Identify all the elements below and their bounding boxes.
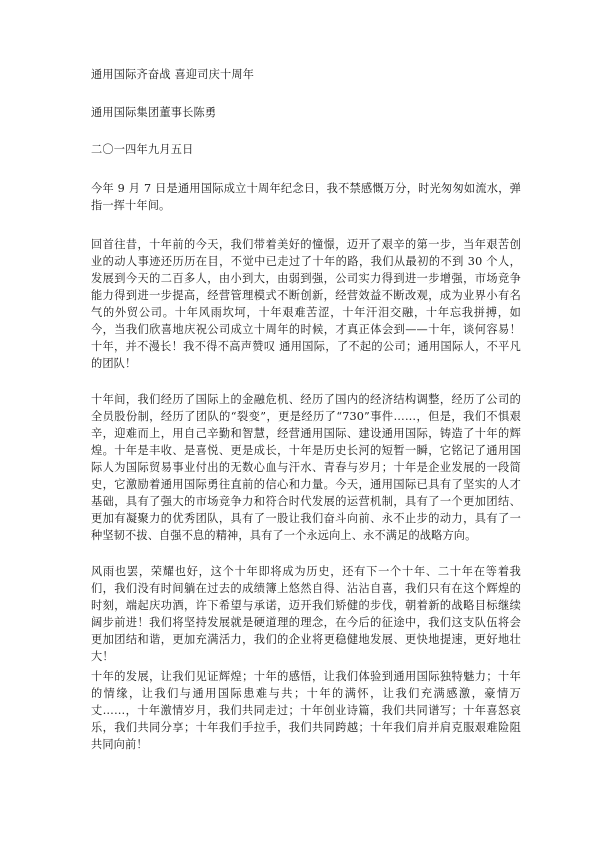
paragraph-4: 风雨也罢，荣耀也好，这个十年即将成为历史，还有下一个十年、二十年在等着我们，我们没有时间躺在过去的成绩簿上悠然自得、沾沾自喜，我们只有在这个辉煌的时刻，端起庆功酒，许下希望与承诺，迈开我们矫健的步伐，朝着新的战略目标继续阔步前进！我们将坚持发展就是硬道理的理念，在今后的征途中，我们这支队伍将会更加团结和谐，更加充满活力，我们的企业将更稳健地发展、更快地提速，更好地壮大！ [91,565,521,663]
paragraph-1: 今年 9 月 7 日是通用国际成立十周年纪念日，我不禁感慨万分，时光匆匆如流水，弹指一挥十年间。 [91,182,521,212]
paragraph-3: 十年间，我们经历了国际上的金融危机、经历了国内的经济结构调整，经历了公司的全员股份制，经历了团队的“裂变”，更是经历了“730”事件……，但是，我们不惧艰辛，迎难而上，用自己辛勤和智慧，经营通用国际、建设通用国际，铸造了十年的辉煌。十年是丰收、是喜悦、更是成长，十年是历史长河的短暂一瞬，它铭记了通用国际人为国际贸易事业付出的无数心血与汗水、青春与岁月；十年是企业发展的一段简史，它激励着通用国际勇往直前的信心和力量。今天，通用国际已具有了坚实的人才基础，具有了强大的市场竞争力和符合时代发展的运营机制，具有了一个更加团结、更加有凝聚力的优秀团队，具有了一股让我们奋斗向前、永不止步的动力，具有了一种坚韧不拔、自强不息的精神，具有了一个永远向上、永不满足的战略方向。 [91,393,521,542]
document-date: 二〇一四年九月五日 [91,143,194,156]
paragraph-2: 回首往昔，十年前的今天，我们带着美好的憧憬，迈开了艰辛的第一步，当年艰苦创业的动人事迹还历历在目，不觉中已走过了十年的路，我们从最初的不到 30 个人，发展到今天的二百多人，由小到大，由弱到强，公司实力得到进一步增强，市场竞争能力得到进一步提高，经营管理模式不断创新，经营效益不断改观，成为业界小有名气的外贸公司。十年风雨坎坷，十年艰难苦涩，十年汗泪交融，十年忘我拼搏，如今，当我们欣喜地庆祝公司成立十周年的时候，才真正体会到——十年，谈何容易！十年，并不漫长！我不得不高声赞叹 通用国际，了不起的公司；通用国际人，不平凡的团队！ [91,238,521,370]
document-title: 通用国际齐奋战 喜迎司庆十周年 [91,68,255,81]
paragraph-5: 十年的发展，让我们见证辉煌；十年的感悟，让我们体验到通用国际独特魅力；十年的情缘，让我们与通用国际患难与共；十年的满怀，让我们充满感激，豪情万丈……，十年激情岁月，我们共同走过；十年创业诗篇，我们共同谱写；十年喜怒哀乐，我们共同分享；十年我们手拉手，我们共同跨越；十年我们肩并肩克服艰难险阻共同向前！ [91,670,521,751]
document-author: 通用国际集团董事长陈勇 [91,106,217,119]
